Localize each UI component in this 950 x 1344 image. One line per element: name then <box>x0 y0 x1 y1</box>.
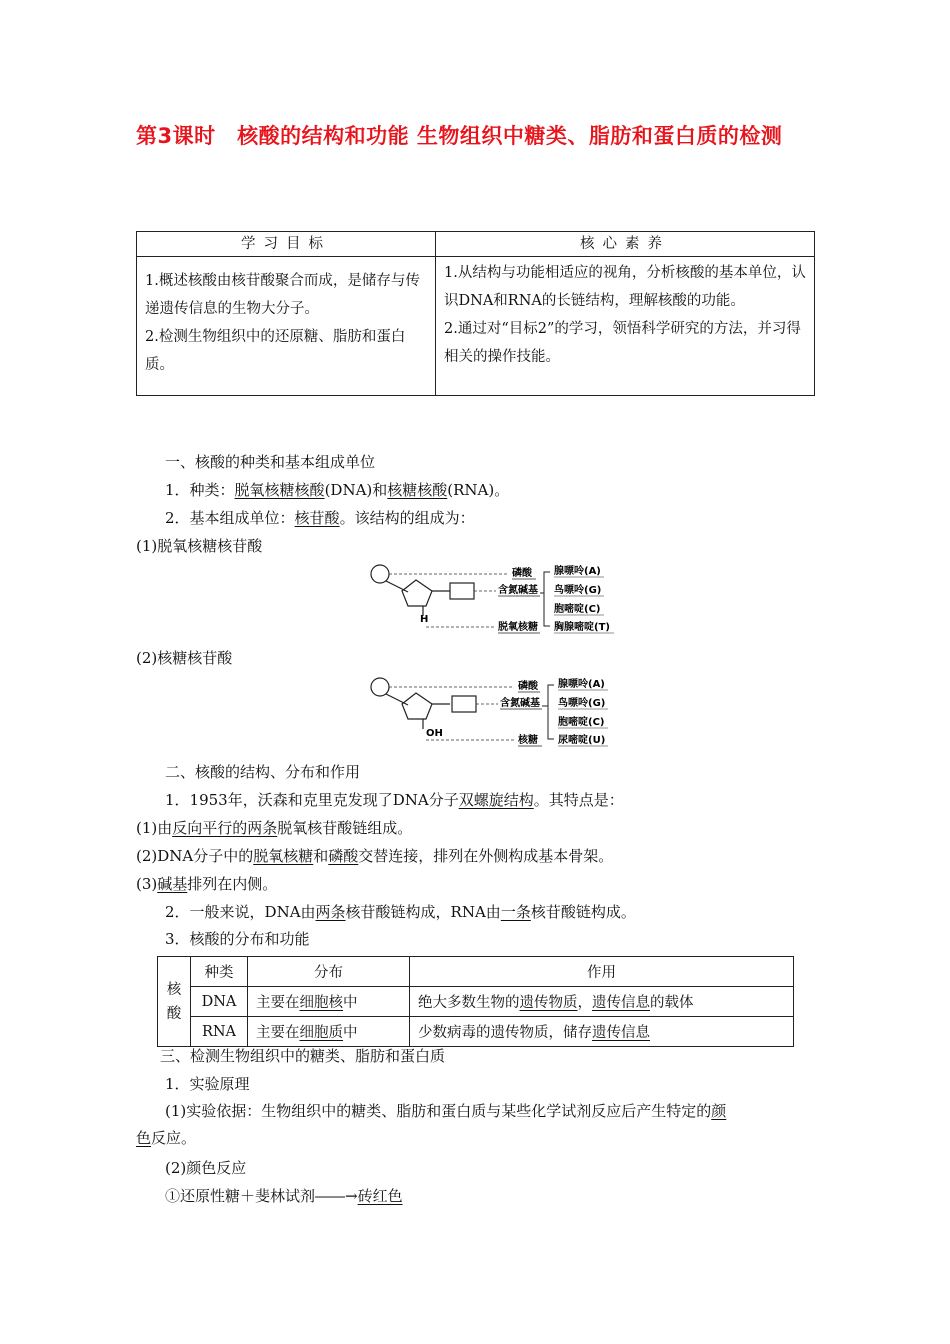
section1-heading: 一、核酸的种类和基本组成单位 <box>165 453 376 471</box>
header-distribution: 分布 <box>248 957 410 987</box>
row-label: 核酸 <box>158 957 191 1047</box>
feature-2: (2)DNA分子中的脱氧核糖和磷酸交替连接，排列在外侧构成基本骨架。 <box>136 847 614 865</box>
base-item: 鸟嘌呤(G) <box>554 585 602 596</box>
literacy-cell <box>436 257 815 396</box>
base-label: 含氮碱基 <box>500 698 540 709</box>
sugar-pentagon <box>402 580 432 606</box>
section2-discovery: 1．1953年，沃森和克里克发现了DNA分子双螺旋结构。其特点是： <box>165 791 624 809</box>
rna-function: 少数病毒的遗传物质，储存遗传信息 <box>410 1017 794 1047</box>
rna-distribution: 主要在细胞质中 <box>248 1017 410 1047</box>
goal-item: 1.概述核酸由核苷酸聚合而成，是储存与传递遗传信息的生物大分子。 <box>145 273 420 317</box>
base-item: 尿嘧啶(U) <box>558 735 606 746</box>
phosphate-label: 磷酸 <box>512 568 532 579</box>
dna-function: 绝大多数生物的遗传物质，遗传信息的载体 <box>410 987 794 1017</box>
feature-1: (1)由反向平行的两条脱氧核苷酸链组成。 <box>136 819 413 837</box>
dna-distribution: 主要在细胞核中 <box>248 987 410 1017</box>
ribonucleotide-diagram <box>368 673 618 755</box>
base-item: 鸟嘌呤(G) <box>558 698 606 709</box>
goal-item: 2.检测生物组织中的还原糖、脂肪和蛋白质。 <box>145 329 406 373</box>
base-item: 胸腺嘧啶(T) <box>554 622 610 633</box>
principle-heading: 1．实验原理 <box>165 1075 250 1093</box>
literacy-header: 核心素养 <box>436 232 815 257</box>
section2-heading: 二、核酸的结构、分布和作用 <box>165 763 361 781</box>
literacy-item: 2.通过对“目标2”的学习，领悟科学研究的方法，并习得相关的操作技能。 <box>444 321 801 365</box>
deoxy-subtitle: (1)脱氧核糖核苷酸 <box>136 537 263 555</box>
base-label: 含氮碱基 <box>498 585 538 596</box>
dna-kind: DNA <box>191 987 248 1017</box>
section1-unit: 2．基本组成单位：核苷酸。该结构的组成为： <box>165 509 475 527</box>
base-box <box>450 583 474 599</box>
deoxynucleotide-diagram <box>368 560 618 642</box>
reducing-sugar-reaction: ①还原性糖＋斐林试剂――→砖红色 <box>165 1187 403 1205</box>
base-item: 腺嘌呤(A) <box>558 679 605 690</box>
goals-table <box>136 231 815 396</box>
phosphate-circle <box>371 565 389 583</box>
section1-types: 1．种类：脱氧核糖核酸(DNA)和核糖核酸(RNA)。 <box>165 481 510 499</box>
color-reaction-heading: (2)颜色反应 <box>165 1159 247 1177</box>
distribution-heading: 3．核酸的分布和功能 <box>165 930 310 948</box>
header-function: 作用 <box>410 957 794 987</box>
goals-cell <box>137 257 436 396</box>
rna-kind: RNA <box>191 1017 248 1047</box>
goals-header: 学习目标 <box>137 232 436 257</box>
sugar-label: 脱氧核糖 <box>498 622 538 633</box>
base-item: 胞嘧啶(C) <box>554 604 601 615</box>
literacy-item: 1.从结构与功能相适应的视角，分析核酸的基本单位，认识DNA和RNA的长链结构，理解核酸的功能。 <box>444 265 806 309</box>
principle-basis: (1)实验依据：生物组织中的糖类、脂肪和蛋白质与某些化学试剂反应后产生特定的颜 色反应。 <box>136 1102 727 1147</box>
sugar-oh-label: OH <box>426 728 443 739</box>
phosphate-circle <box>371 678 389 696</box>
strand-count: 2．一般来说，DNA由两条核苷酸链构成，RNA由一条核苷酸链构成。 <box>165 903 636 921</box>
phosphate-label: 磷酸 <box>518 681 538 692</box>
ribo-subtitle: (2)核糖核苷酸 <box>136 649 233 667</box>
section3-heading: 三、检测生物组织中的糖类、脂肪和蛋白质 <box>160 1047 446 1065</box>
sugar-h-label: H <box>420 614 429 625</box>
base-item: 腺嘌呤(A) <box>554 566 601 577</box>
sugar-pentagon <box>402 693 432 719</box>
nucleic-table <box>157 956 794 1047</box>
base-box <box>452 696 476 712</box>
sugar-label: 核糖 <box>518 735 538 746</box>
base-item: 胞嘧啶(C) <box>558 717 605 728</box>
page-title: 第3课时 核酸的结构和功能 生物组织中糖类、脂肪和蛋白质的检测 <box>136 124 783 148</box>
header-kind: 种类 <box>191 957 248 987</box>
feature-3: (3)碱基排列在内侧。 <box>136 875 278 893</box>
